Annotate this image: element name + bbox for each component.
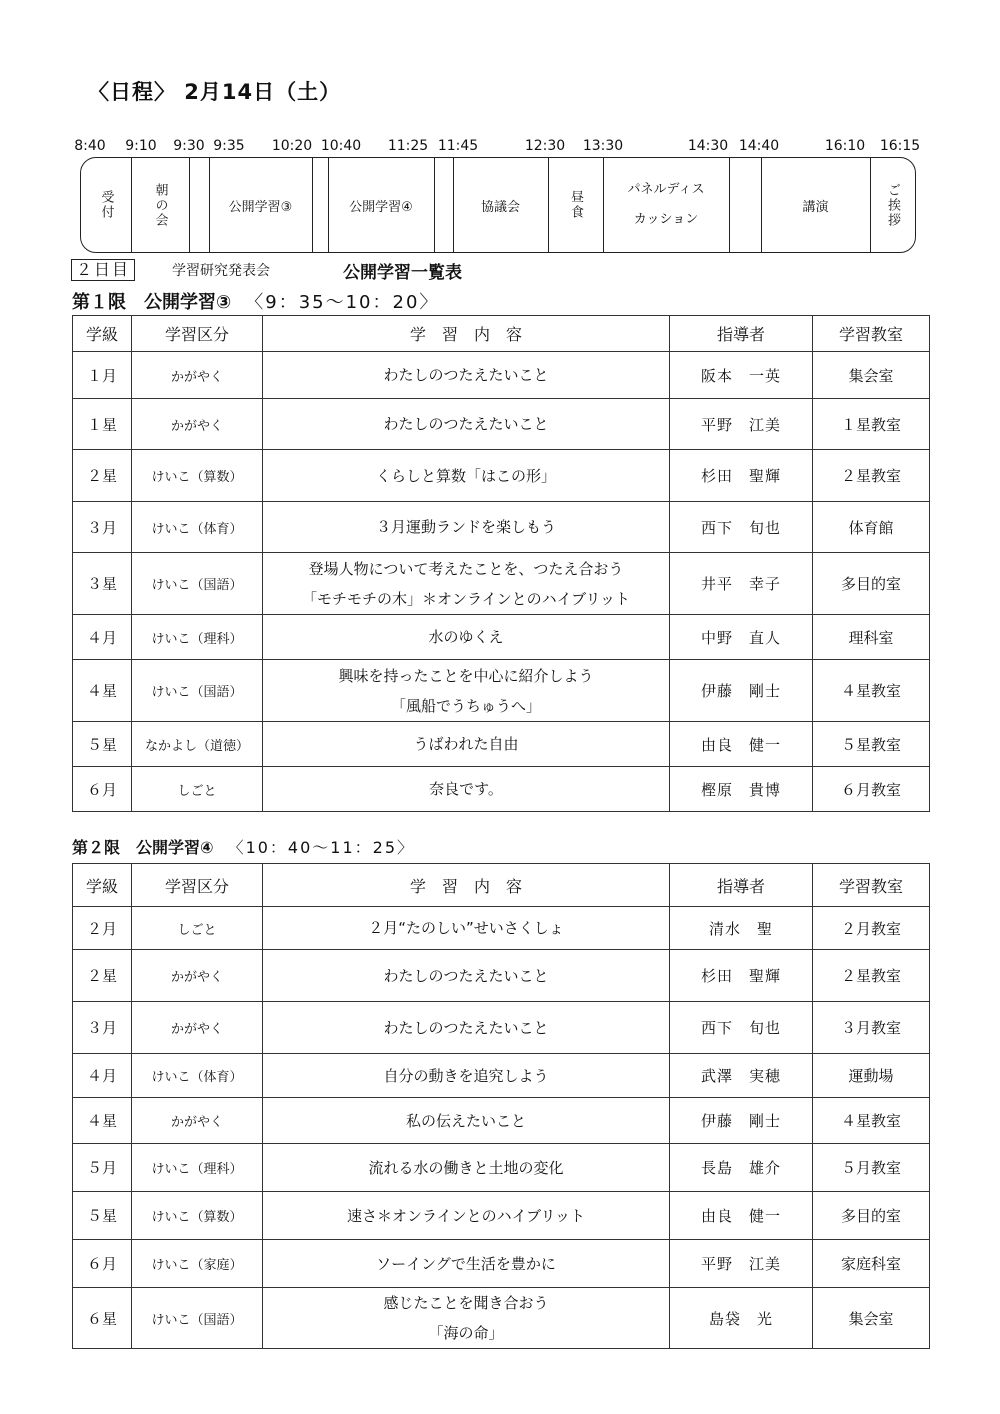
teacher-cell: 長島 雄介 <box>670 1144 813 1192</box>
room-cell: 集会室 <box>813 352 930 399</box>
grade-cell: ３星 <box>73 553 132 615</box>
category-cell: かがやく <box>132 950 263 1002</box>
room-cell: １星教室 <box>813 399 930 450</box>
room-cell: ５星教室 <box>813 722 930 767</box>
grade-cell: ４月 <box>73 615 132 660</box>
grade-cell: ３月 <box>73 502 132 553</box>
content-cell <box>263 767 670 812</box>
table-row <box>73 615 930 660</box>
day-subtitle: 学習研究発表会 <box>172 263 270 279</box>
schedule-segment-reception: 受付 <box>98 190 114 220</box>
time-label: 11:45 <box>437 138 479 154</box>
room-cell: ４星教室 <box>813 660 930 722</box>
content-line: 水のゆくえ <box>428 628 504 646</box>
teacher-cell: 伊藤 剛士 <box>670 660 813 722</box>
content-line: 流れる水の働きと土地の変化 <box>368 1158 564 1177</box>
table-row <box>73 502 930 553</box>
page-title: 〈日程〉 2月14日（土） <box>88 80 342 104</box>
time-label: 9:35 <box>213 138 245 154</box>
panel-line-2: カッション <box>633 212 699 227</box>
content-line: 登場人物について考えたことを、つたえ合おう <box>308 559 624 578</box>
category-cell: しごと <box>132 907 263 950</box>
teacher-cell: 杉田 聖輝 <box>670 950 813 1002</box>
content-line: 奈良です。 <box>429 780 503 798</box>
content-line: ３月運動ランドを楽しもう <box>375 518 556 536</box>
category-cell: かがやく <box>132 399 263 450</box>
content-cell <box>263 553 670 615</box>
content-line: ２月“たのしい”せいさくしょ <box>368 919 564 937</box>
content-cell <box>263 352 670 399</box>
room-cell: 多目的室 <box>813 1192 930 1240</box>
content-cell <box>263 660 670 722</box>
period1-rows <box>73 352 930 812</box>
teacher-cell: 島袋 光 <box>670 1288 813 1349</box>
header-grade: 学級 <box>73 316 132 352</box>
time-label: 16:15 <box>879 138 921 154</box>
grade-cell: ５星 <box>73 722 132 767</box>
category-cell: かがやく <box>132 1098 263 1144</box>
content-line: 速さ＊オンラインとのハイブリット <box>347 1206 585 1225</box>
teacher-cell: 井平 幸子 <box>670 553 813 615</box>
grade-cell: ５星 <box>73 1192 132 1240</box>
content-line: 感じたことを聞き合おう <box>383 1294 549 1312</box>
category-cell: けいこ（体育） <box>132 1054 263 1098</box>
schedule-segment-lesson3: 公開学習③ <box>228 199 293 215</box>
header-grade: 学級 <box>73 864 132 907</box>
room-cell: 理科室 <box>813 615 930 660</box>
content-line: うばわれた自由 <box>413 735 519 753</box>
grade-cell: ２星 <box>73 450 132 502</box>
grade-cell: ４月 <box>73 1054 132 1098</box>
content-line: 「モチモチの木」＊オンラインとのハイブリット <box>302 589 630 608</box>
room-cell: 運動場 <box>813 1054 930 1098</box>
content-line: 私の伝えたいこと <box>405 1111 526 1130</box>
room-cell: ３月教室 <box>813 1002 930 1054</box>
teacher-cell: 由良 健一 <box>670 1192 813 1240</box>
category-cell: けいこ（国語） <box>132 553 263 615</box>
content-cell <box>263 615 670 660</box>
grade-cell: １月 <box>73 352 132 399</box>
content-cell <box>263 1144 670 1192</box>
teacher-cell: 中野 直人 <box>670 615 813 660</box>
content-cell <box>263 1054 670 1098</box>
time-label: 11:25 <box>387 138 429 154</box>
teacher-cell: 平野 江美 <box>670 399 813 450</box>
table-row <box>73 660 930 722</box>
room-cell: ２星教室 <box>813 450 930 502</box>
table-row <box>73 1192 930 1240</box>
list-title: 公開学習一覧表 <box>343 263 462 283</box>
grade-cell: ４星 <box>73 1098 132 1144</box>
schedule-segment-lunch: 昼食 <box>568 190 583 220</box>
content-cell <box>263 950 670 1002</box>
period2-rows <box>73 907 930 1349</box>
content-cell <box>263 1192 670 1240</box>
grade-cell: ２星 <box>73 950 132 1002</box>
teacher-cell: 清水 聖 <box>670 907 813 950</box>
period1-table <box>72 315 930 812</box>
table-row <box>73 1240 930 1288</box>
grade-cell: ３月 <box>73 1002 132 1054</box>
category-cell: けいこ（国語） <box>132 660 263 722</box>
header-category: 学習区分 <box>132 316 263 352</box>
time-label: 16:10 <box>824 138 866 154</box>
content-cell <box>263 1288 670 1349</box>
time-label: 14:30 <box>687 138 729 154</box>
time-label: 9:30 <box>173 138 205 154</box>
content-cell <box>263 722 670 767</box>
table-row <box>73 1144 930 1192</box>
schedule-times <box>0 138 1000 158</box>
time-label: 14:40 <box>738 138 780 154</box>
content-cell <box>263 399 670 450</box>
schedule-segment-morning: 朝の会 <box>152 182 168 228</box>
grade-cell: ６月 <box>73 1240 132 1288</box>
schedule-segment-panel <box>603 158 729 252</box>
time-label: 8:40 <box>74 138 106 154</box>
room-cell: ５月教室 <box>813 1144 930 1192</box>
table-row <box>73 1098 930 1144</box>
table-header-row <box>73 316 930 352</box>
table-row <box>73 950 930 1002</box>
table-header-row <box>73 864 930 907</box>
period1-heading <box>72 288 439 314</box>
schedule-segment-greeting: ご挨拶 <box>885 182 900 228</box>
category-cell: なかよし（道徳） <box>132 722 263 767</box>
teacher-cell: 伊藤 剛士 <box>670 1098 813 1144</box>
header-teacher: 指導者 <box>670 864 813 907</box>
schedule-segment-meeting: 協議会 <box>480 199 520 215</box>
table-row <box>73 450 930 502</box>
table-row <box>73 553 930 615</box>
content-line: わたしのつたえたいこと <box>383 966 549 985</box>
category-cell: しごと <box>132 767 263 812</box>
table-row <box>73 722 930 767</box>
content-line: くらしと算数「はこの形」 <box>375 466 556 485</box>
category-cell: かがやく <box>132 1002 263 1054</box>
content-line: 自分の動きを追究しよう <box>383 1066 549 1085</box>
category-cell: けいこ（算数） <box>132 1192 263 1240</box>
grade-cell: ４星 <box>73 660 132 722</box>
room-cell: 多目的室 <box>813 553 930 615</box>
time-label: 12:30 <box>524 138 566 154</box>
grade-cell: ６月 <box>73 767 132 812</box>
time-label: 10:40 <box>320 138 362 154</box>
schedule-bar <box>80 157 916 253</box>
table-row <box>73 907 930 950</box>
panel-line-1: パネルディス <box>627 182 705 197</box>
header-content: 学 習 内 容 <box>263 864 670 907</box>
grade-cell: ２月 <box>73 907 132 950</box>
period2-table <box>72 863 930 1349</box>
category-cell: けいこ（算数） <box>132 450 263 502</box>
content-cell <box>263 1240 670 1288</box>
header-category: 学習区分 <box>132 864 263 907</box>
grade-cell: ５月 <box>73 1144 132 1192</box>
room-cell: ２星教室 <box>813 950 930 1002</box>
period2-heading <box>72 835 415 858</box>
content-cell <box>263 502 670 553</box>
content-cell <box>263 1098 670 1144</box>
teacher-cell: 阪本 一英 <box>670 352 813 399</box>
teacher-cell: 由良 健一 <box>670 722 813 767</box>
grade-cell: １星 <box>73 399 132 450</box>
content-line: わたしのつたえたいこと <box>383 1018 549 1037</box>
header-room: 学習教室 <box>813 864 930 907</box>
period2-label: 第２限 公開学習④ <box>72 838 214 857</box>
table-row <box>73 767 930 812</box>
content-line: わたしのつたえたいこと <box>383 366 549 384</box>
category-cell: かがやく <box>132 352 263 399</box>
content-line: 「海の命」 <box>428 1324 504 1342</box>
table-row <box>73 352 930 399</box>
header-room: 学習教室 <box>813 316 930 352</box>
room-cell: 家庭科室 <box>813 1240 930 1288</box>
schedule-segment-lecture: 講演 <box>802 199 829 215</box>
teacher-cell: 平野 江美 <box>670 1240 813 1288</box>
room-cell: ６月教室 <box>813 767 930 812</box>
teacher-cell: 樫原 貴博 <box>670 767 813 812</box>
content-line: わたしのつたえたいこと <box>383 415 549 433</box>
room-cell: 体育館 <box>813 502 930 553</box>
content-cell <box>263 1002 670 1054</box>
category-cell: けいこ（理科） <box>132 615 263 660</box>
table-row <box>73 1288 930 1349</box>
grade-cell: ６星 <box>73 1288 132 1349</box>
teacher-cell: 武澤 実穂 <box>670 1054 813 1098</box>
header-content: 学 習 内 容 <box>263 316 670 352</box>
schedule-segment-lesson4: 公開学習④ <box>349 199 413 215</box>
category-cell: けいこ（国語） <box>132 1288 263 1349</box>
teacher-cell: 杉田 聖輝 <box>670 450 813 502</box>
category-cell: けいこ（理科） <box>132 1144 263 1192</box>
category-cell: けいこ（体育） <box>132 502 263 553</box>
category-cell: けいこ（家庭） <box>132 1240 263 1288</box>
period1-label: 第１限 公開学習③ <box>72 292 232 313</box>
table-row <box>73 1054 930 1098</box>
room-cell: ４星教室 <box>813 1098 930 1144</box>
content-cell <box>263 450 670 502</box>
time-label: 9:10 <box>125 138 157 154</box>
room-cell: ２月教室 <box>813 907 930 950</box>
content-line: ソーイングで生活を豊かに <box>376 1254 556 1273</box>
header-teacher: 指導者 <box>670 316 813 352</box>
content-line: 興味を持ったことを中心に紹介しよう <box>338 666 594 685</box>
teacher-cell: 西下 旬也 <box>670 1002 813 1054</box>
day-label: ２日目 <box>71 259 135 281</box>
table-row <box>73 399 930 450</box>
time-label: 10:20 <box>271 138 313 154</box>
content-cell <box>263 907 670 950</box>
table-row <box>73 1002 930 1054</box>
time-label: 13:30 <box>582 138 624 154</box>
content-line: 「風船でうちゅうへ」 <box>390 696 541 715</box>
period1-time: 〈9：35～10：20〉 <box>245 292 440 313</box>
period2-time: 〈10：40～11：25〉 <box>227 838 416 857</box>
room-cell: 集会室 <box>813 1288 930 1349</box>
teacher-cell: 西下 旬也 <box>670 502 813 553</box>
